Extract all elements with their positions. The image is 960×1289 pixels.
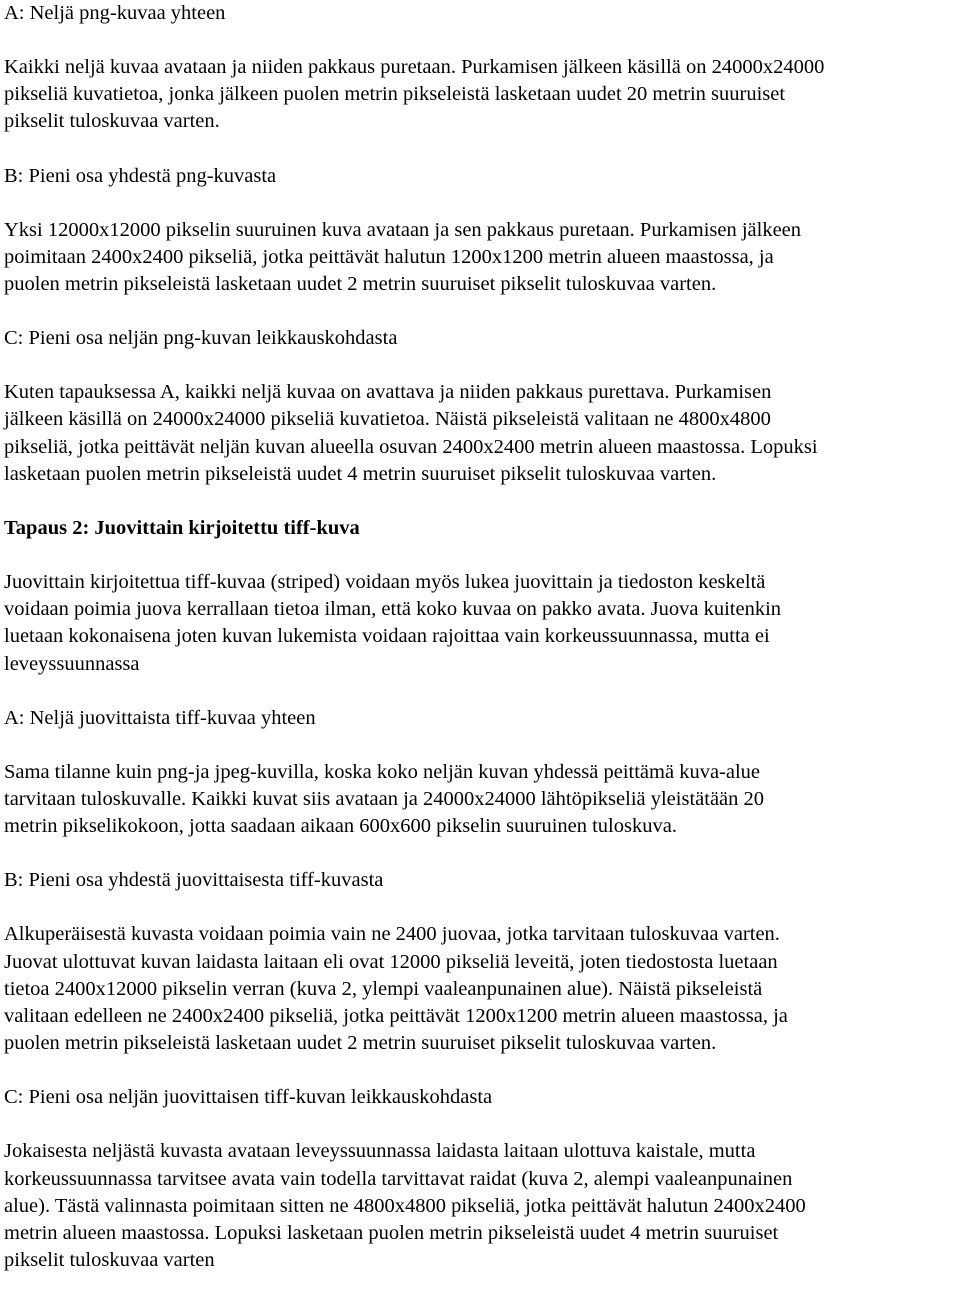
paragraph-tiff-b — [4, 921, 956, 1057]
spacer — [4, 352, 956, 379]
text-line: valitaan edelleen ne 2400x2400 pikseliä, jotka peittävät 1200x1200 metrin alueen maastossa, ja — [4, 1005, 788, 1028]
text-line: Jokaisesta neljästä kuvasta avataan leveyssuunnassa laidasta laitaan ulottuva kaistale, mutta — [4, 1140, 756, 1163]
text-line: puolen metrin pikseleistä lasketaan uudet 2 metrin suuruiset pikselit tuloskuvaa varten. — [4, 273, 717, 296]
tiff-heading-a: A: Neljä juovittaista tiff-kuvaa yhteen — [4, 706, 316, 729]
spacer — [4, 27, 956, 54]
spacer — [4, 840, 956, 867]
text-line: pikselit tuloskuvaa varten — [4, 1249, 215, 1272]
text-line: Sama tilanne kuin png-ja jpeg-kuvilla, koska koko neljän kuvan yhdessä peittämä kuva-alue — [4, 760, 761, 783]
text-line: metrin pikselikokoon, jotta saadaan aikaan 600x600 pikselin suuruinen tuloskuva. — [4, 815, 677, 838]
text-line: puolen metrin pikseleistä lasketaan uudet 2 metrin suuruiset pikselit tuloskuvaa varten. — [4, 1032, 717, 1055]
spacer — [4, 190, 956, 217]
paragraph-b — [4, 217, 956, 299]
spacer — [4, 136, 956, 163]
paragraph-tiff-a — [4, 759, 956, 841]
text-line: voidaan poimia juova kerrallaan tietoa ilman, että koko kuvaa on pakko avata. Juova kuitenkin — [4, 598, 782, 621]
text-line: Kaikki neljä kuvaa avataan ja niiden pakkaus puretaan. Purkamisen jälkeen käsillä on 24000x24000 — [4, 56, 825, 78]
tiff-heading-c: C: Pieni osa neljän juovittaisen tiff-kuvan leikkauskohdasta — [4, 1086, 493, 1109]
text-line: pikselit tuloskuvaa varten. — [4, 110, 220, 133]
text-line: metrin alueen maastossa. Lopuksi lasketaan puolen metrin pikseleistä uudet 4 metrin suuruiset — [4, 1222, 779, 1245]
text-line: jälkeen käsillä on 24000x24000 pikseliä kuvatietoa. Näistä pikseleistä valitaan ne 4800x4800 — [4, 408, 771, 431]
paragraph-a — [4, 54, 956, 136]
spacer — [4, 1111, 956, 1138]
spacer — [4, 488, 956, 515]
paragraph-tiff-c — [4, 1138, 956, 1274]
text-line: Alkuperäisestä kuvasta voidaan poimia vain ne 2400 juovaa, jotka tarvitaan tuloskuvaa varten. — [4, 923, 780, 946]
spacer — [4, 732, 956, 759]
spacer — [4, 894, 956, 921]
text-line: Juovittain kirjoitettua tiff-kuvaa (striped) voidaan myös lukea juovittain ja tiedoston keskeltä — [4, 571, 766, 594]
paragraph-c — [4, 379, 956, 488]
paragraph-case-2 — [4, 569, 956, 678]
section-heading-c: C: Pieni osa neljän png-kuvan leikkauskohdasta — [4, 327, 398, 350]
text-line: luetaan kokonaisena joten kuvan lukemista voidaan rajoittaa vain korkeussuunnassa, mutta ei — [4, 625, 770, 648]
text-line: lasketaan puolen metrin pikseleistä uudet 4 metrin suuruiset pikselit tuloskuvaa varten. — [4, 462, 717, 485]
text-line: pikseliä kuvatietoa, jonka jälkeen puolen metrin pikseleistä lasketaan uudet 20 metrin suuruiset — [4, 83, 786, 106]
tiff-heading-b: B: Pieni osa yhdestä juovittaisesta tiff-kuvasta — [4, 869, 384, 892]
spacer — [4, 298, 956, 325]
spacer — [4, 542, 956, 569]
section-heading-a: A: Neljä png-kuvaa yhteen — [4, 2, 226, 24]
text-line: leveyssuunnassa — [4, 652, 140, 675]
text-line: pikseliä, jotka peittävät neljän kuvan alueella osuvan 2400x2400 metrin alueen maastossa. Lopuksi — [4, 435, 818, 458]
spacer — [4, 678, 956, 705]
text-line: poimitaan 2400x2400 pikseliä, jotka peittävät halutun 1200x1200 metrin alueen maastossa, ja — [4, 245, 774, 268]
text-line: Kuten tapauksessa A, kaikki neljä kuvaa on avattava ja niiden pakkaus purettava. Purkamisen — [4, 381, 772, 404]
text-line: alue). Tästä valinnasta poimitaan sitten ne 4800x4800 pikseliä, jotka peittävät halutun 2400x2400 — [4, 1194, 806, 1217]
section-heading-b: B: Pieni osa yhdestä png-kuvasta — [4, 164, 277, 187]
text-line: tarvitaan tuloskuvalle. Kaikki kuvat siis avataan ja 24000x24000 lähtöpikseliä yleistätään 20 — [4, 788, 765, 811]
text-line: Juovat ulottuvat kuvan laidasta laitaan eli ovat 12000 pikseliä leveitä, joten tiedostosta luetaan — [4, 950, 778, 973]
case-2-heading: Tapaus 2: Juovittain kirjoitettu tiff-kuva — [4, 517, 360, 540]
spacer — [4, 1057, 956, 1084]
text-line: Yksi 12000x12000 pikselin suuruinen kuva avataan ja sen pakkaus puretaan. Purkamisen jälkeen — [4, 218, 802, 241]
text-line: korkeussuunnassa tarvitsee avata vain todella tarvittavat raidat (kuva 2, alempi vaaleanpunainen — [4, 1167, 793, 1190]
text-line: tietoa 2400x12000 pikselin verran (kuva 2, ylempi vaaleanpunainen alue). Näistä pikseleistä — [4, 977, 763, 1000]
